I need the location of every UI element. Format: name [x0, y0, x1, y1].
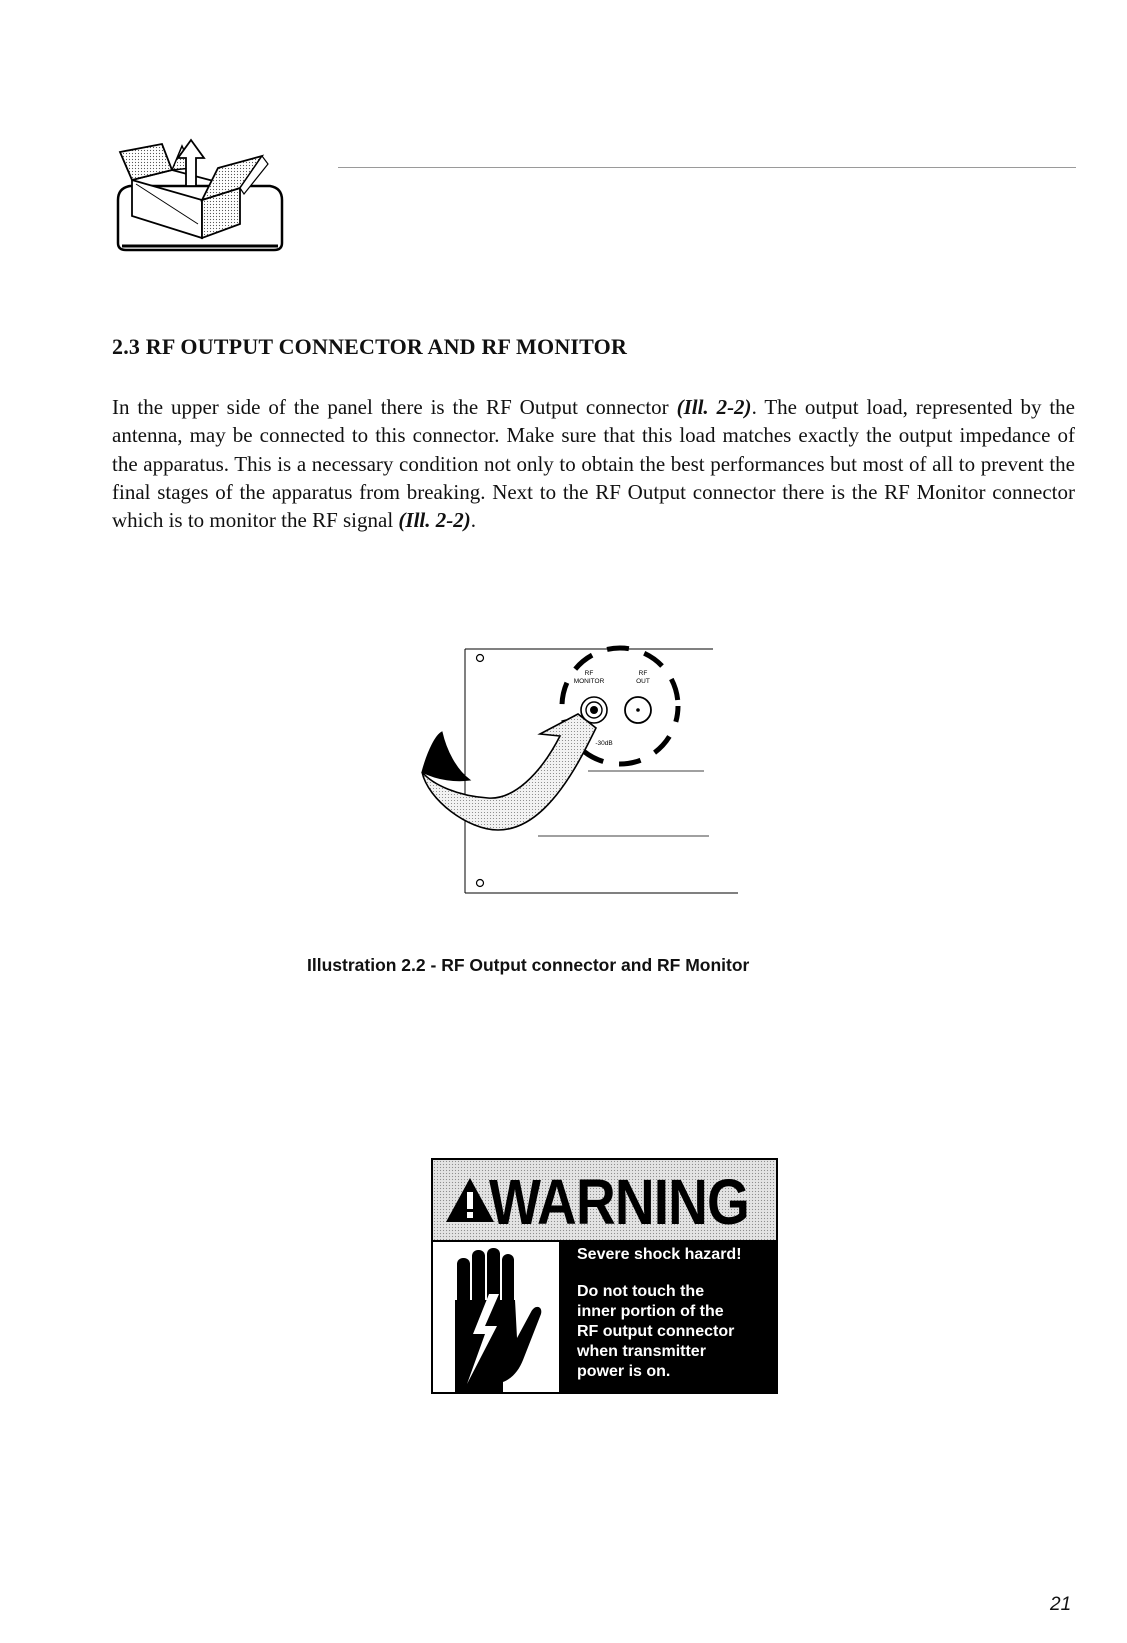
warning-line: power is on. [577, 1363, 671, 1380]
warning-banner [433, 1160, 776, 1242]
curved-arrow-icon [422, 714, 596, 830]
header-rule [338, 167, 1076, 168]
warning-line: RF output connector [577, 1323, 735, 1340]
warning-label [431, 1158, 778, 1394]
body-paragraph [112, 393, 1075, 534]
body-text-3: . [470, 508, 476, 533]
body-text-1: In the upper side of the panel there is the RF Output connector [112, 395, 677, 419]
monitor-label-line2: MONITOR [573, 678, 605, 685]
panel-outline [465, 649, 738, 893]
warning-line: Do not touch the [577, 1283, 705, 1300]
figure-caption: Illustration 2.2 - RF Output connector and RF Monitor [307, 955, 750, 975]
warning-triangle-icon [445, 1176, 495, 1224]
warning-headline: Severe shock hazard! [577, 1246, 742, 1263]
rf-out-connector [625, 697, 651, 723]
illustration-reference: (Ill. 2-2) [398, 508, 471, 533]
attenuation-label: -30dB [595, 740, 613, 747]
monitor-label-line1: RF [584, 670, 594, 677]
warning-title: WARNING [489, 1166, 749, 1238]
warning-message [559, 1242, 776, 1392]
out-label-line1: RF [638, 670, 648, 677]
section-heading: 2.3 RF OUTPUT CONNECTOR AND RF MONITOR [112, 334, 628, 359]
rf-connector-illustration [408, 640, 738, 900]
body-text-2: . The output load, represented by the antenna, may be connected to this connector. Make sure that this load matches exactly the output impedance of the apparatus. This is a necessary condition not only to obtain the best performances but most of all to prevent the final stages of the apparatus from breaking. Next to the RF Output connector there is the RF Monitor connector which is to monitor the RF signal [112, 395, 1075, 533]
warning-line: when transmitter [577, 1343, 706, 1360]
warning-line: inner portion of the [577, 1303, 724, 1320]
hand-shock-icon [433, 1242, 559, 1392]
illustration-reference: (Ill. 2-2) [676, 395, 752, 419]
unpacking-box-icon [110, 128, 290, 258]
warning-instructions [577, 1282, 776, 1382]
page-number: 21 [1050, 1594, 1072, 1615]
out-label-line2: OUT [636, 678, 650, 685]
